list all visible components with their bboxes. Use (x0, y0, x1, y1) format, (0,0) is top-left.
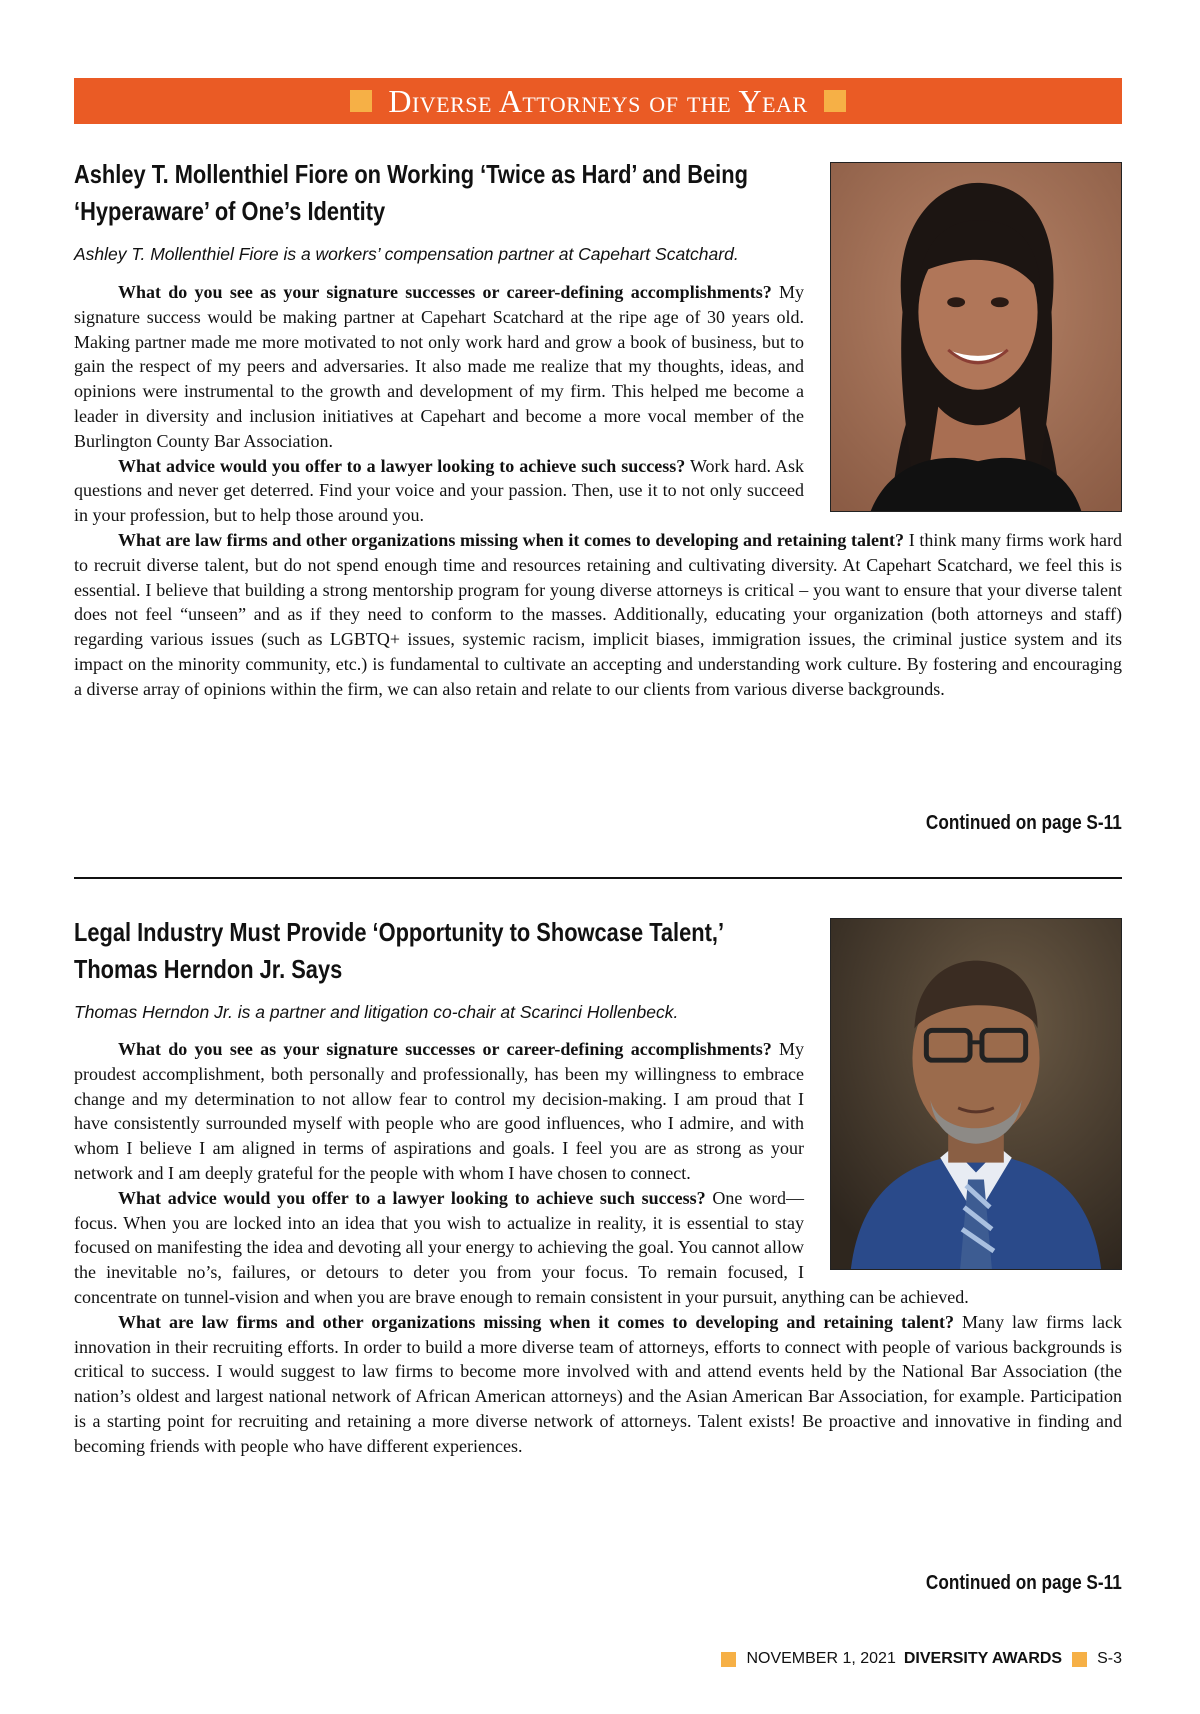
footer-section: DIVERSITY AWARDS (903, 1650, 1063, 1667)
question-text: What advice would you offer to a lawyer looking to achieve such success? (118, 455, 686, 476)
article-1-body (74, 280, 1122, 702)
section-divider (74, 877, 1122, 879)
footer-square-right (1072, 1652, 1087, 1667)
question-text: What do you see as your signature successes or career-defining accomplishments? (118, 1039, 772, 1059)
answer-text: Work hard. Ask questions and never get deterred. Find your voice and your passion. Then, use it to not only succeed in your profession, but to help those around you. (74, 455, 804, 526)
article-2-byline: Thomas Herndon Jr. is a partner and litigation co-chair at Scarinci Hollenbeck. (74, 1002, 679, 1022)
article-1-headline: Ashley T. Mollenthiel Fiore on Working ‘Twice as Hard’ and Being ‘Hyperaware’ of One’s Identity (74, 159, 748, 226)
article-2-headline: Legal Industry Must Provide ‘Opportunity to Showcase Talent,’ Thomas Herndon Jr. Says (74, 917, 723, 984)
article-2-body (74, 1037, 1122, 1459)
footer-page-number: S-3 (1097, 1650, 1122, 1667)
question-text: What advice would you offer to a lawyer looking to achieve such success? (118, 1187, 706, 1208)
question-text: What do you see as your signature successes or career-defining accomplishments? (118, 282, 772, 302)
banner-title: Diverse Attorneys of the Year (388, 83, 808, 119)
article-1-byline: Ashley T. Mollenthiel Fiore is a workers’ compensation partner at Capehart Scatchard. (74, 244, 739, 264)
answer-text: Many law firms lack innovation in their recruiting efforts. In order to build a more diverse team of attorneys, efforts to connect with people of various backgrounds is critical to success. I would suggest to law firms to become more involved with and attend events held by the National Bar Association (the nation’s oldest and largest national network of African American attorneys) and the Asian American Bar Association, for example. Participation is a starting point for recruiting and retaining a more diverse network of attorneys. Talent exists! Be proactive and innovative in finding and becoming friends with people who have different experiences. (74, 1311, 1122, 1456)
portrait-man (831, 919, 1121, 1269)
question-text: What are law firms and other organizations missing when it comes to developing and retaining talent? (118, 529, 905, 550)
article-2-continued: Continued on page S-11 (926, 1572, 1122, 1594)
article-1-qa-3 (74, 528, 1122, 702)
banner-square-right (824, 90, 846, 112)
article-1-continued: Continued on page S-11 (926, 812, 1122, 834)
footer-date: NOVEMBER 1, 2021 (746, 1650, 896, 1667)
answer-text: One word—focus. When you are locked into an idea that you wish to actualize in reality, it is essential to stay focused on manifesting the idea and devoting all your energy to achieving the goal. You cannot allow the inevitable no’s, failures, or detours to deter you from your focus. To remain focused, I concentrate on tunnel-vision and when you are brave enough to remain consistent in your pursuit, anything can be achieved. (74, 1187, 969, 1307)
answer-text: My signature success would be making partner at Capehart Scatchard at the ripe age of 30 years old. Making partner made me more motivated to not only work hard and grow a book of business, but to gain the respect of my peers and adversaries. It also made me realize that my thoughts, ideas, and opinions were instrumental to the growth and development of my firm. This helped me become a leader in diversity and inclusion initiatives at Capehart and become a more vocal member of the Burlington County Bar Association. (74, 282, 804, 451)
answer-text: I think many firms work hard to recruit diverse talent, but do not spend enough time and resources retaining and cultivating diversity. At Capehart Scatchard, we feel this is essential. I believe that building a strong mentorship program for young diverse attorneys is critical – you want to ensure that your diverse talent does not feel “unseen” and as if they need to conform to the masses. Additionally, educating your organization (both attorneys and staff) regarding various issues (such as LGBTQ+ issues, systemic racism, implicit biases, immigration issues, the criminal justice system and its impact on the minority community, etc.) is fundamental to cultivate an accepting and understanding work culture. By fostering and encouraging a diverse array of opinions within the firm, we can also retain and relate to our clients from various diverse backgrounds. (74, 529, 1122, 699)
article-1-photo (830, 162, 1122, 512)
article-2-qa-3 (74, 1310, 1122, 1459)
section-banner (74, 78, 1122, 124)
banner-square-left (350, 90, 372, 112)
question-text: What are law firms and other organizations missing when it comes to developing and retaining talent? (118, 1311, 955, 1332)
page-footer (711, 1650, 1122, 1668)
footer-square-left (721, 1652, 736, 1667)
answer-text: My proudest accomplishment, both personally and professionally, has been my willingness to embrace change and my determination to not allow fear to control my decision-making. I am proud that I have consistently surrounded myself with people who are good influences, who I admire, and with whom I believe I am aligned in terms of aspirations and goals. I feel you are as strong as your network and I am deeply grateful for the people with whom I have chosen to connect. (74, 1039, 804, 1183)
portrait-woman (831, 163, 1121, 511)
article-2-photo (830, 918, 1122, 1270)
